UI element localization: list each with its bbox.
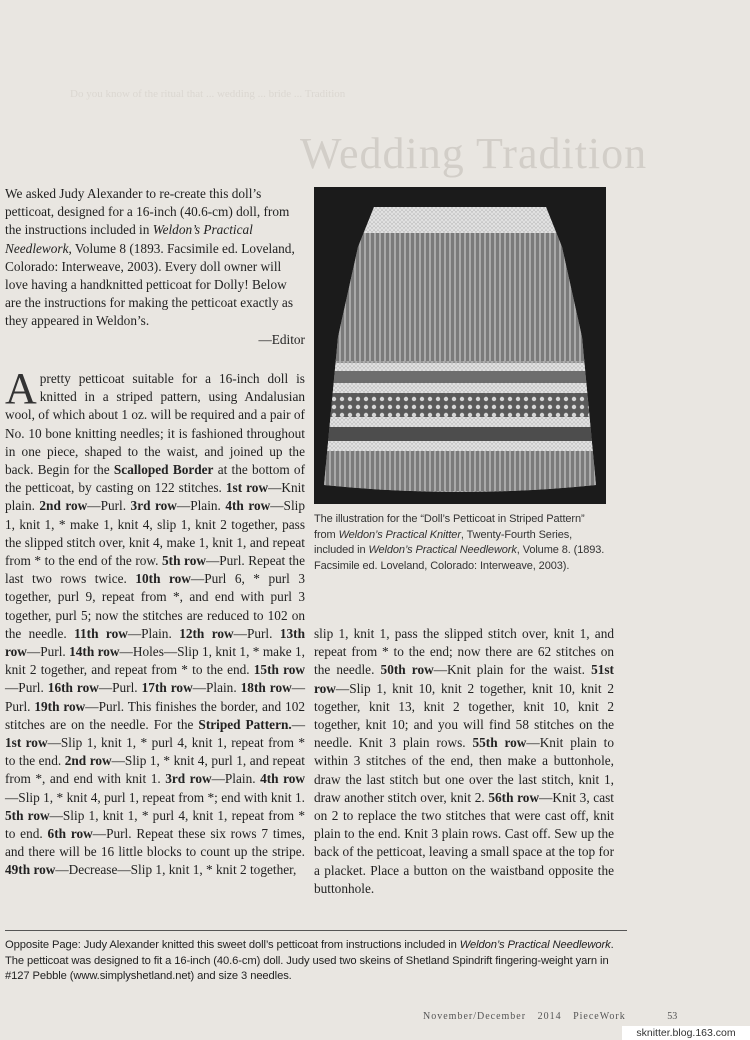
- row-heading: 55th row: [472, 735, 527, 751]
- row-heading: Striped Pattern.: [198, 716, 292, 732]
- row-heading: 15th row: [253, 662, 305, 678]
- page-number: 53: [667, 1011, 678, 1022]
- pattern-text: —Purl.: [5, 680, 305, 714]
- pattern-text: —Slip 1, knit 1, * purl 4, knit 1, repeat from * to end.: [5, 807, 305, 842]
- pattern-text: —Purl.: [233, 625, 280, 641]
- pattern-text: —Knit plain.: [5, 480, 305, 514]
- row-heading: Scalloped Border: [113, 462, 214, 478]
- caption-book-title-2: Weldon’s Practical Needlework: [368, 544, 517, 557]
- pattern-text: —Decrease—Slip 1, knit 1, * knit 2 together,: [55, 862, 297, 878]
- opposite-caption-cont: . The petticoat was designed to fit a 16-inch (40.6-cm) doll. Judy used two skeins of Shetland Spindrift fingering-weight yarn in #127 Pebble (www.simplyshetland.net) and size 3 needles.: [5, 939, 614, 982]
- pattern-text: slip 1, knit 1, pass the slipped stitch over, knit 1, and repeat from * to the end; now there are 62 stitches on the needle.: [314, 626, 614, 678]
- pattern-text: —Purl.: [26, 644, 70, 660]
- row-heading: 3rd row: [130, 498, 177, 514]
- pattern-text: —Purl. Repeat these six rows 7 times, and there will be 16 little blocks to count up the stripe.: [5, 826, 305, 860]
- pattern-text: —Knit 3, cast on 2 to replace the two stitches that were cast off, knit plain to the end. Knit 3 plain rows. Cast off. Sew up the back of the petticoat, leaving a small space at the top for a placket. Place a button on the waistband opposite the buttonhole.: [314, 789, 614, 896]
- row-heading: 2nd row: [39, 498, 88, 514]
- pattern-text: —Purl.: [98, 680, 142, 696]
- row-heading: 2nd row: [64, 753, 112, 769]
- pattern-text: —Plain.: [176, 498, 226, 514]
- footer-issue: November/December: [423, 1011, 527, 1022]
- pattern-text: —Plain.: [192, 680, 241, 696]
- pattern-text: —Slip 1, knit 10, knit 2 together, knit 10, knit 2 together, knit 13, knit 2 together, knit 10, knit 2 together, knit 10; and you will find 58 stitches on the needle. Knit 3 plain rows.: [314, 680, 614, 751]
- row-heading: 49th row: [5, 862, 56, 878]
- pattern-text: —Slip 1, knit 1, * make 1, knit 4, slip 1, knit 2 together, pass the slipped stitch over, knit 4, make 1, knit 1, and repeat from * to the end of the row.: [5, 498, 305, 569]
- petticoat-illustration: [314, 187, 606, 504]
- caption-book-title: Weldon’s Practical Knitter: [338, 528, 461, 541]
- row-heading: 16th row: [47, 680, 99, 696]
- row-heading: 11th row: [74, 625, 128, 641]
- pattern-text: —Purl.: [87, 498, 131, 514]
- pattern-text: —Knit plain to within 3 stitches of the end, then make a buttonhole, draw the last stitch but one over the last stitch, knit 1, draw another stitch over, knit 2.: [314, 735, 615, 805]
- row-heading: 14th row: [69, 644, 120, 660]
- pattern-text: —Purl.: [5, 680, 48, 696]
- blog-watermark: sknitter.blog.163.com: [622, 1026, 750, 1040]
- pattern-text: —Knit plain for the waist.: [433, 662, 592, 678]
- row-heading: 51st row: [314, 662, 614, 696]
- row-heading: 50th row: [380, 662, 434, 678]
- pattern-text: —Slip 1, knit 1, * purl 4, knit 1, repeat from * to the end.: [5, 735, 305, 769]
- row-heading: 4th row: [260, 771, 305, 787]
- row-heading: 4th row: [225, 498, 271, 514]
- row-heading: 1st row: [5, 735, 48, 751]
- caption-divider: [5, 930, 627, 931]
- opposite-caption-text: Opposite Page: Judy Alexander knitted this sweet doll’s petticoat from instructions included in: [5, 939, 460, 951]
- pattern-column-right: [314, 625, 614, 898]
- pattern-text: pretty petticoat suitable for a 16-inch doll is knitted in a striped pattern, using Andalusian wool, of which about 1 oz. will be required and a pair of No. 10 bone knitting needles; it is fashioned throughout in one piece, shaped to the waist, and joined up the back. Begin for the: [5, 371, 305, 478]
- pattern-text: —Holes—Slip 1, knit 1, * make 1, knit 2 together, and repeat from * to the end.: [5, 644, 305, 678]
- pattern-text: —Purl. This finishes the border, and 102 stitches are on the needle. For the: [5, 698, 305, 732]
- pattern-text: —Slip 1, * knit 4, purl 1, and repeat from *, and end with knit 1.: [5, 753, 305, 787]
- petticoat-photo: [314, 187, 606, 504]
- editor-intro: [5, 185, 305, 349]
- caption-text: The illustration for the “Doll’s Petticoat in Striped Pattern” from: [314, 513, 585, 541]
- drop-cap: A: [5, 364, 37, 413]
- pattern-text: —Purl 6, * purl 3 together, purl 9, repeat from *, and end with purl 3 together, purl 5; now the stitches are reduced to 102 on the needle.: [5, 571, 306, 641]
- intro-text: We asked Judy Alexander to re-create this doll’s petticoat, designed for a 16-inch (40.6-cm) doll, from the instructions included in: [5, 186, 290, 238]
- row-heading: 18th row: [240, 680, 292, 696]
- row-heading: 13th row: [5, 625, 305, 660]
- show-through-title: Wedding Tradition: [300, 129, 648, 178]
- row-heading: 5th row: [162, 553, 206, 569]
- row-heading: 12th row: [179, 625, 234, 641]
- pattern-text: —Plain.: [127, 625, 180, 641]
- row-heading: 17th row: [141, 680, 193, 696]
- row-heading: 19th row: [34, 698, 86, 714]
- caption-text-cont: , Twenty-Fourth Series, included in: [314, 528, 573, 557]
- opposite-book-title: Weldon’s Practical Needlework: [459, 939, 611, 951]
- editor-signature: —Editor: [258, 331, 305, 347]
- pattern-text: —Purl. Repeat the last two rows twice.: [5, 553, 305, 587]
- pattern-text: —Slip 1, * knit 4, purl 1, repeat from *; end with knit 1.: [5, 789, 305, 805]
- show-through-text: Do you know of the ritual that ... wedding ... bride ... Tradition: [70, 88, 346, 100]
- page-footer: [423, 1011, 677, 1022]
- opposite-page-caption: [5, 938, 620, 985]
- footer-magazine: PieceWork: [573, 1011, 626, 1022]
- pattern-text: —: [291, 716, 305, 732]
- pattern-text: at the bottom of the petticoat, by casting on 122 stitches.: [5, 462, 306, 496]
- row-heading: 1st row: [225, 480, 269, 496]
- row-heading: 3rd row: [165, 771, 212, 787]
- footer-year: 2014: [537, 1011, 562, 1022]
- photo-caption: [314, 512, 606, 574]
- intro-book-title: Weldon’s Practical Needlework: [5, 222, 253, 256]
- pattern-column-left: [5, 364, 306, 880]
- row-heading: 56th row: [488, 789, 540, 805]
- row-heading: 6th row: [47, 826, 93, 842]
- pattern-text: —Plain.: [211, 771, 261, 787]
- caption-text-end: , Volume 8. (1893. Facsimile ed. Loveland, Colorado: Interweave, 2003).: [314, 544, 605, 572]
- row-heading: 5th row: [5, 807, 50, 823]
- intro-text-cont: , Volume 8 (1893. Facsimile ed. Loveland, Colorado: Interweave, 2003). Every doll owner will love having a handknitted petticoat for Dolly! Below are the instructions for making the petticoat exactly as they appeared in Weldon’s.: [5, 240, 295, 329]
- row-heading: 10th row: [135, 571, 191, 587]
